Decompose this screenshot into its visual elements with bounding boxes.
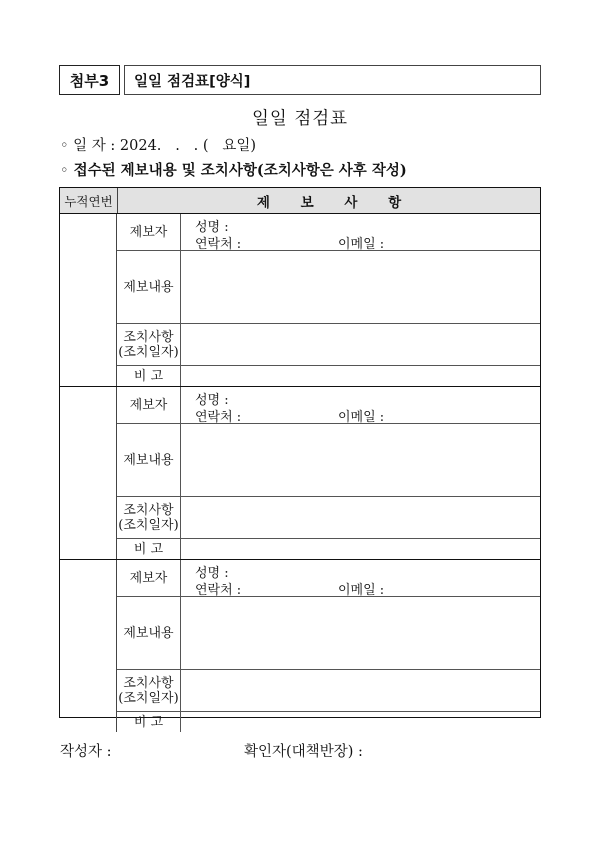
remarks-cell[interactable] — [181, 712, 540, 732]
report-block — [60, 559, 540, 732]
reporter-cell[interactable] — [181, 214, 540, 250]
confirmer-signature-line: 확인자(대책반장) : — [244, 744, 363, 760]
email-field-label: 이메일 : — [338, 583, 385, 598]
reporter-label: 제보자 — [117, 560, 181, 596]
action-cell[interactable] — [181, 670, 540, 711]
remarks-cell[interactable] — [181, 366, 540, 386]
remarks-label: 비 고 — [117, 712, 181, 732]
action-cell[interactable] — [181, 324, 540, 365]
name-field-label: 성명 : — [195, 393, 229, 408]
action-row — [117, 324, 540, 366]
reporter-cell[interactable] — [181, 387, 540, 423]
remarks-row — [117, 539, 540, 559]
reporter-row — [117, 214, 540, 251]
report-block — [60, 386, 540, 559]
serial-number-cell[interactable] — [60, 214, 117, 386]
content-cell[interactable] — [181, 251, 540, 323]
reporter-label: 제보자 — [117, 387, 181, 423]
content-label: 제보내용 — [117, 597, 181, 669]
content-row — [117, 597, 540, 670]
page-title: 일일 점검표 — [251, 109, 349, 129]
email-field-label: 이메일 : — [338, 237, 385, 252]
content-row — [117, 424, 540, 497]
content-cell[interactable] — [181, 597, 540, 669]
remarks-row — [117, 366, 540, 386]
content-label: 제보내용 — [117, 251, 181, 323]
attachment-tag: 첨부3 — [59, 65, 120, 95]
phone-field-label: 연락처 : — [195, 237, 242, 252]
action-cell[interactable] — [181, 497, 540, 538]
content-cell[interactable] — [181, 424, 540, 496]
action-row — [117, 670, 540, 712]
phone-field-label: 연락처 : — [195, 583, 242, 598]
serial-number-cell[interactable] — [60, 387, 117, 559]
content-label: 제보내용 — [117, 424, 181, 496]
date-line: ◦ 일 자 : 2024. . . ( 요일) — [60, 138, 257, 154]
column-header-report: 제 보 사 항 — [256, 194, 402, 211]
remarks-label: 비 고 — [117, 366, 181, 386]
inspection-table — [59, 187, 541, 730]
remarks-row — [117, 712, 540, 732]
name-field-label: 성명 : — [195, 566, 229, 581]
action-row — [117, 497, 540, 539]
email-field-label: 이메일 : — [338, 410, 385, 425]
action-label: 조치사항 (조치일자) — [117, 497, 181, 538]
writer-signature-line: 작성자 : — [60, 744, 112, 760]
attachment-title: 일일 점검표[양식] — [124, 65, 541, 95]
serial-number-cell[interactable] — [60, 560, 117, 732]
action-label: 조치사항 (조치일자) — [117, 670, 181, 711]
remarks-cell[interactable] — [181, 539, 540, 559]
reporter-row — [117, 560, 540, 597]
content-row — [117, 251, 540, 324]
phone-field-label: 연락처 : — [195, 410, 242, 425]
column-header-serial: 누적연번 — [60, 188, 118, 213]
table-header — [60, 188, 540, 214]
report-block — [60, 214, 540, 386]
reporter-row — [117, 387, 540, 424]
remarks-label: 비 고 — [117, 539, 181, 559]
reporter-label: 제보자 — [117, 214, 181, 250]
action-label: 조치사항 (조치일자) — [117, 324, 181, 365]
reporter-cell[interactable] — [181, 560, 540, 596]
section-heading: ◦ 접수된 제보내용 및 조치사항(조치사항은 사후 작성) — [60, 162, 407, 179]
name-field-label: 성명 : — [195, 220, 229, 235]
